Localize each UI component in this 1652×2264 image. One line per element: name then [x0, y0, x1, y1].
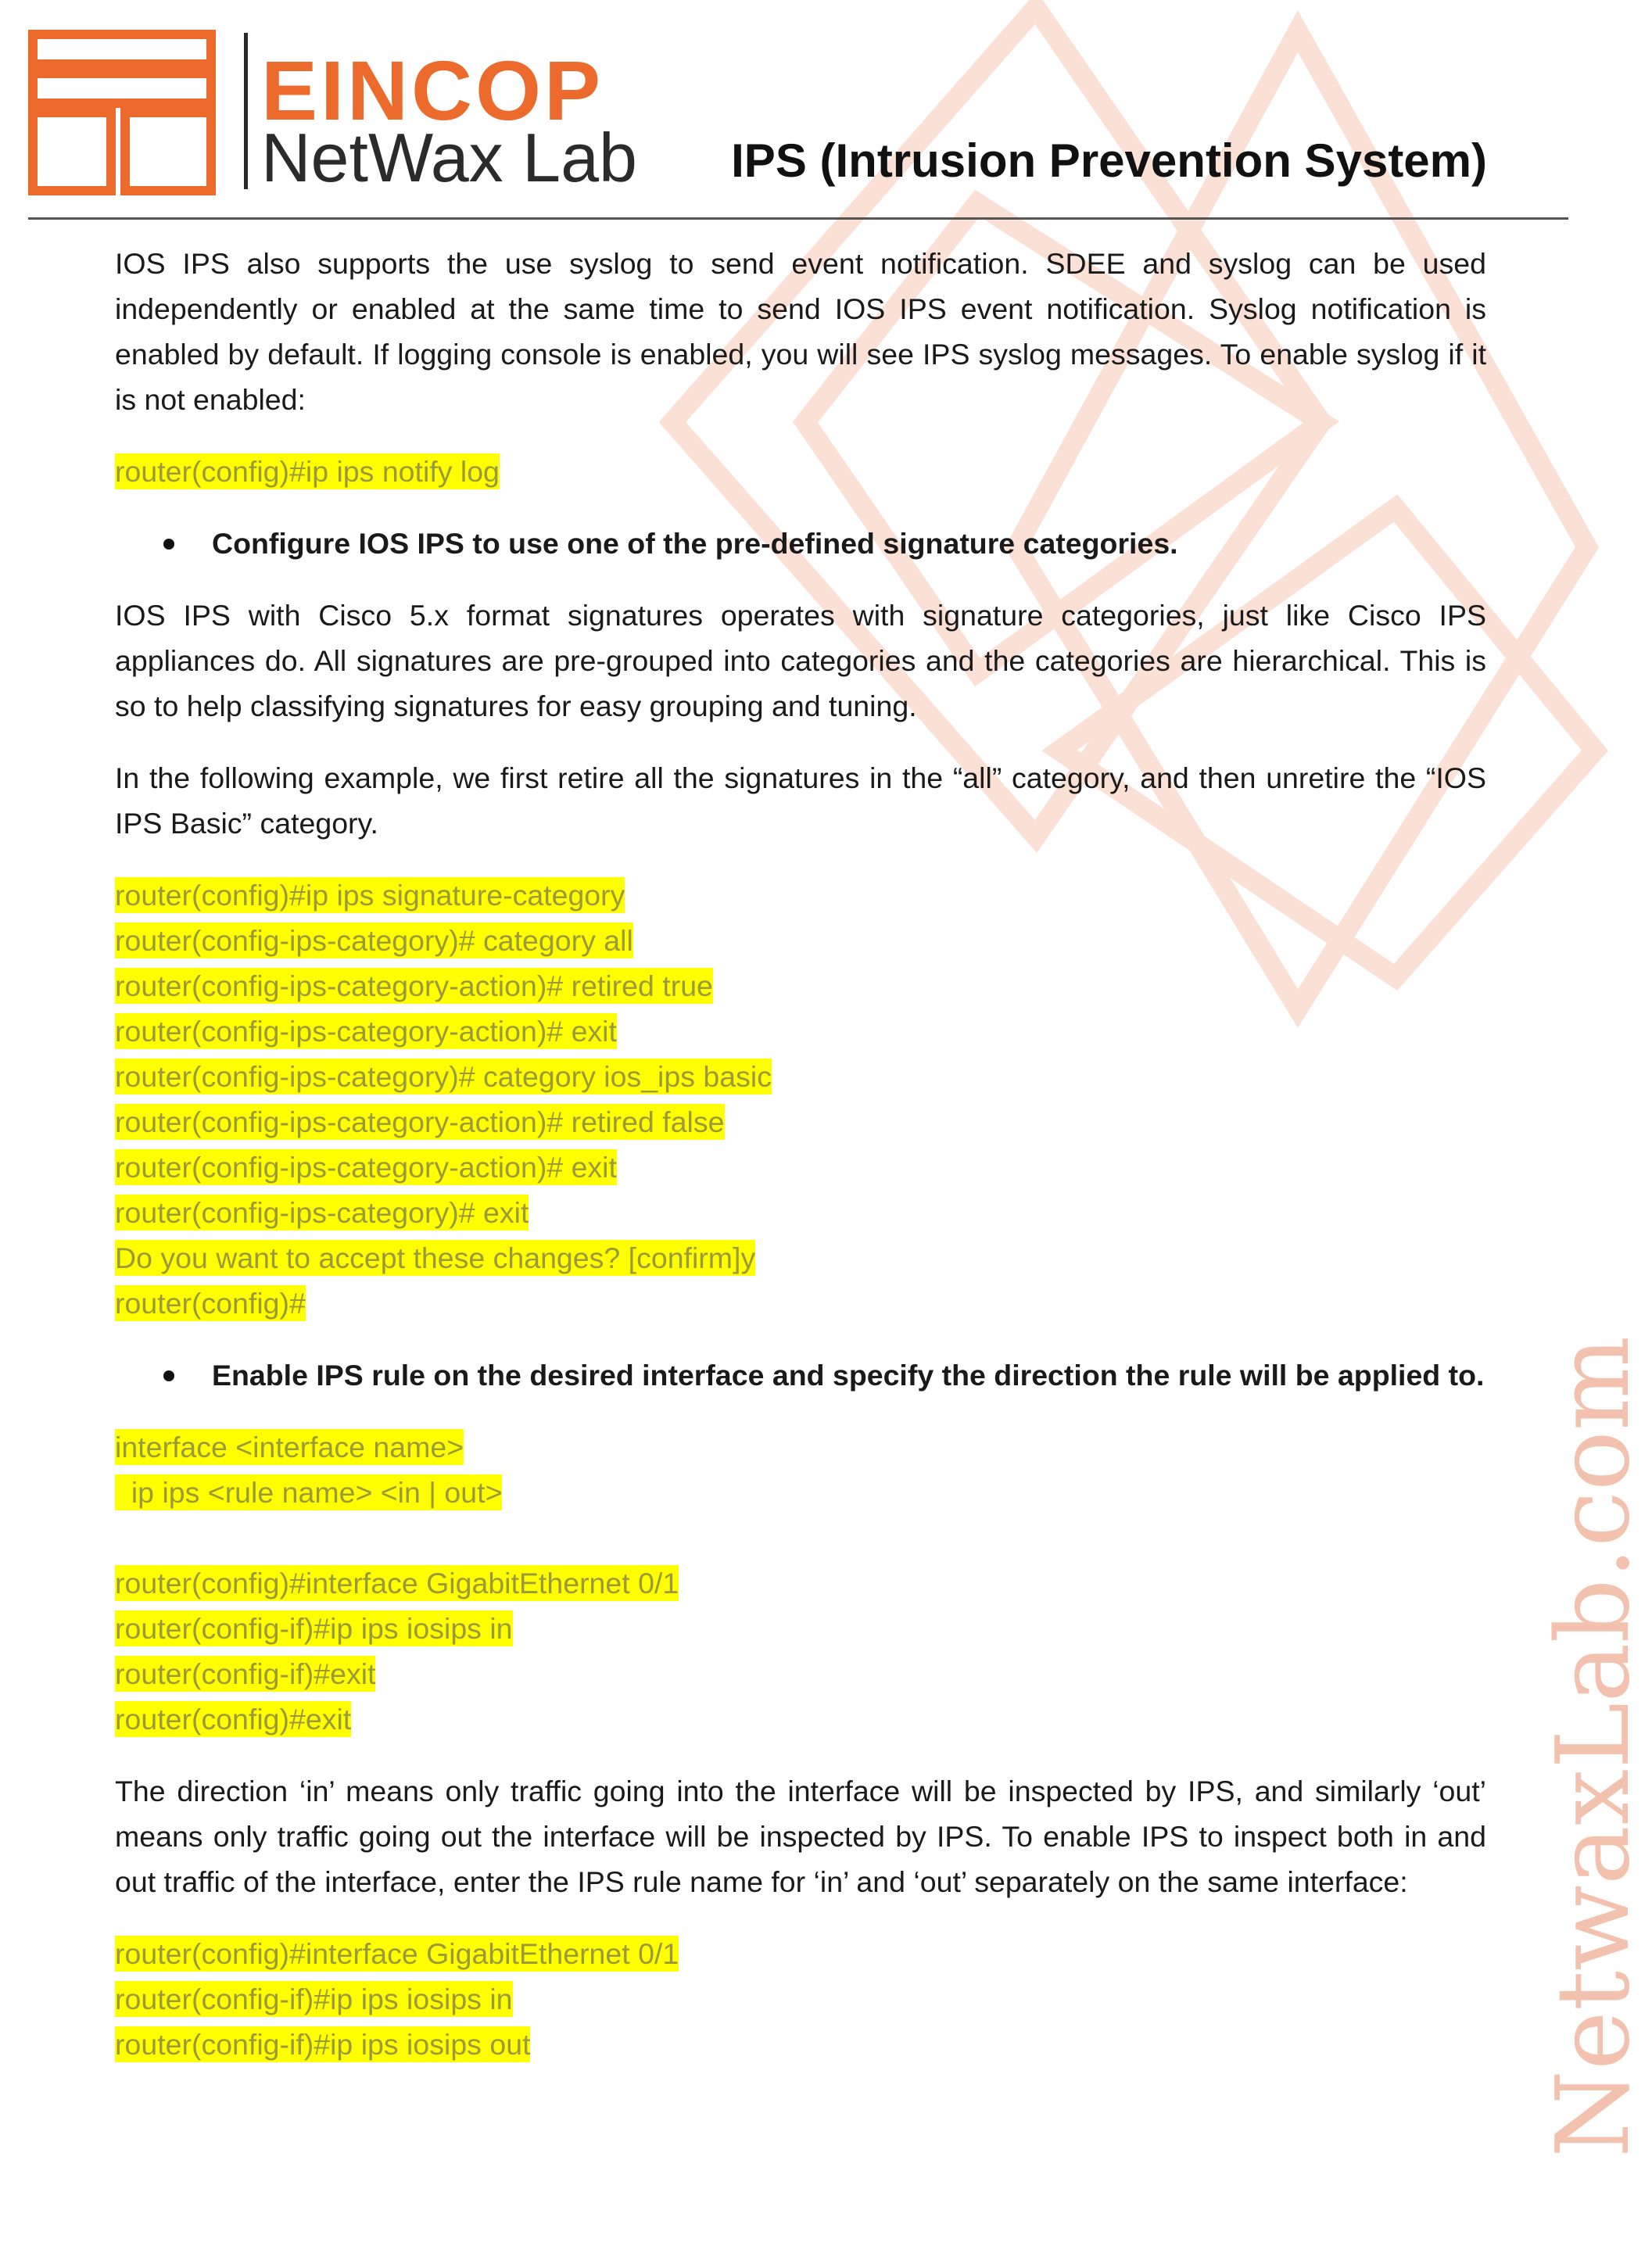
code-line: router(config-ips-category)# category ios_ips basic [115, 1060, 772, 1093]
code-line: router(config-ips-category-action)# retired true [115, 969, 713, 1002]
code-line: router(config-if)#ip ips iosips out [115, 2028, 531, 2061]
logo-mark-icon [28, 30, 216, 195]
paragraph-syslog: IOS IPS also supports the use syslog to send event notification. SDEE and syslog can be used independently or enabled at the same time to send IOS IPS event notification. Syslog notification is enabled by default. If logging console is enabled, you will see IPS syslog messages. To enable syslog if it is not enabled: [115, 247, 1486, 416]
code-line: router(config-if)#ip ips iosips in [115, 1983, 513, 2015]
code-block-notify [115, 449, 1486, 494]
bullet-signature-categories: Configure IOS IPS to use one of the pre-defined signature categories. [115, 521, 1486, 566]
bullet-dot-icon [163, 1370, 174, 1381]
header-divider [28, 217, 1568, 220]
bullet-enable-rule: Enable IPS rule on the desired interface and specify the direction the rule will be applied to. [115, 1352, 1486, 1398]
code-line: router(config)# [115, 1287, 306, 1320]
netwaxlab-watermark-text: NetwaxLab.com [1536, 1335, 1652, 2158]
code-line: router(config-ips-category-action)# exit [115, 1015, 617, 1048]
document-body [115, 241, 1486, 2094]
code-line: router(config)#exit [115, 1703, 352, 1736]
code-line: ip ips <rule name> <in | out> [115, 1476, 503, 1509]
logo-divider [244, 33, 248, 189]
code-line: router(config-ips-category-action)# retired false [115, 1105, 725, 1138]
paragraph-example: In the following example, we first retire all the signatures in the “all” category, and then unretire the “IOS IPS Basic” category. [115, 761, 1486, 840]
code-line: interface <interface name> [115, 1431, 464, 1463]
code-line: router(config)#ip ips notify log [115, 455, 500, 488]
code-line: Do you want to accept these changes? [confirm]y [115, 1241, 756, 1274]
document-title: IPS (Intrusion Prevention System) [731, 134, 1487, 187]
blank-line [115, 1515, 1486, 1560]
code-block-interface [115, 1424, 1486, 1742]
code-block-category [115, 872, 1486, 1326]
code-line: router(config)#interface GigabitEthernet 0/1 [115, 1567, 679, 1599]
code-line: router(config-ips-category)# category all [115, 924, 633, 957]
code-block-both-directions [115, 1931, 1486, 2067]
logo-eincop-text: EINCOP [261, 43, 604, 138]
code-line: router(config-ips-category)# exit [115, 1196, 529, 1229]
code-line: router(config-if)#ip ips iosips in [115, 1612, 513, 1645]
paragraph-categories: IOS IPS with Cisco 5.x format signatures operates with signature categories, just like Cisco IPS appliances do. All signatures are pre-grouped into categories and the categories are hierarchical. This is so to help classifying signatures for easy grouping and tuning. [115, 599, 1486, 722]
eincop-logo [28, 30, 654, 195]
bullet-dot-icon [163, 539, 174, 550]
code-line: router(config-if)#exit [115, 1657, 376, 1690]
code-line: router(config)#interface GigabitEthernet 0/1 [115, 1937, 679, 1970]
logo-netwax-text: NetWax Lab [261, 119, 637, 196]
code-line: router(config)#ip ips signature-category [115, 879, 625, 912]
code-line: router(config-ips-category-action)# exit [115, 1151, 617, 1184]
paragraph-direction: The direction ‘in’ means only traffic going into the interface will be inspected by IPS, and similarly ‘out’ means only traffic going out the interface will be inspected by IPS. To enable IPS to inspect both in and out traffic of the interface, enter the IPS rule name for ‘in’ and ‘out’ separately on the same interface: [115, 1775, 1486, 1898]
